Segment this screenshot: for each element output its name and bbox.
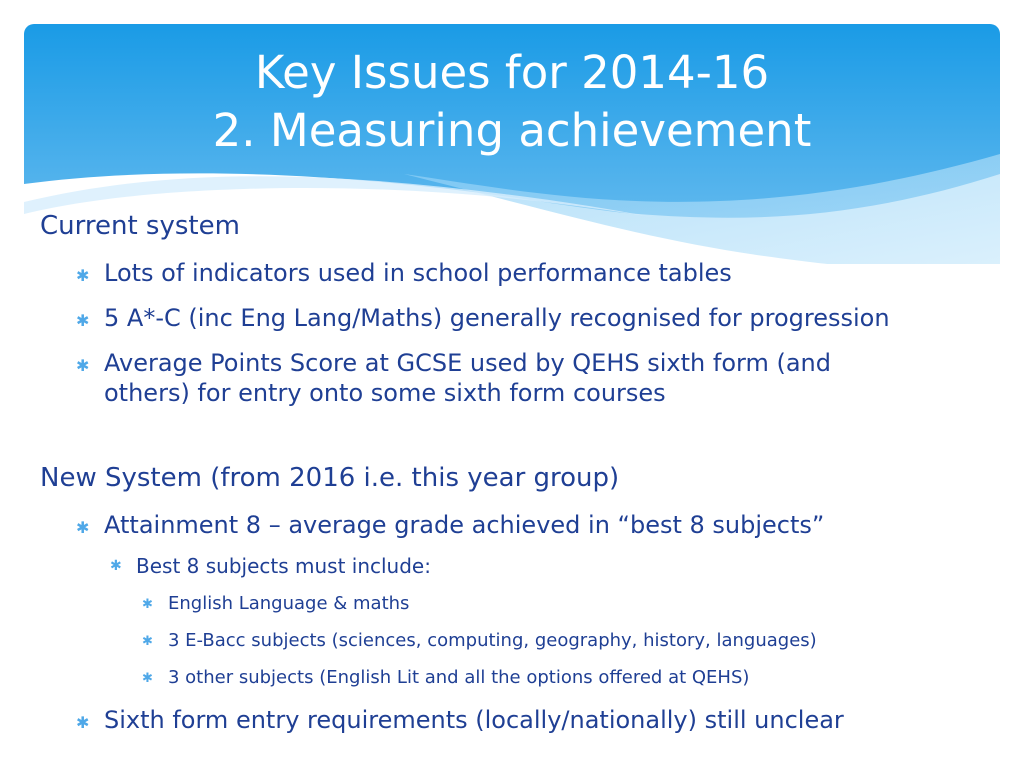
list-item: Average Points Score at GCSE used by QEHS sixth form (and others) for entry onto some sixth form courses bbox=[104, 349, 831, 407]
list-item: Lots of indicators used in school performance tables bbox=[104, 259, 732, 287]
bullet-icon: ✱ bbox=[76, 713, 90, 732]
list-item-subject: 3 E-Bacc subjects (sciences, computing, geography, history, languages) bbox=[168, 630, 817, 651]
list-item-best8: Best 8 subjects must include: bbox=[136, 554, 431, 578]
bullet-icon: ✱ bbox=[76, 356, 90, 375]
title-line-2: 2. Measuring achievement bbox=[212, 104, 812, 157]
bullet-icon: ✱ bbox=[142, 671, 153, 686]
title-line-1: Key Issues for 2014-16 bbox=[254, 46, 770, 99]
bullet-icon: ✱ bbox=[76, 518, 90, 537]
bullet-icon: ✱ bbox=[76, 311, 90, 330]
section-heading-current: Current system bbox=[40, 211, 240, 241]
list-item-subject: English Language & maths bbox=[168, 593, 410, 614]
section-heading-new: New System (from 2016 i.e. this year group) bbox=[40, 463, 620, 493]
list-item-subject: 3 other subjects (English Lit and all the options offered at QEHS) bbox=[168, 667, 750, 688]
bullet-icon: ✱ bbox=[142, 597, 153, 612]
bullet-icon: ✱ bbox=[110, 558, 122, 574]
list-item: 5 A*-C (inc Eng Lang/Maths) generally recognised for progression bbox=[104, 304, 890, 332]
list-item-sixth-form: Sixth form entry requirements (locally/nationally) still unclear bbox=[104, 706, 844, 734]
bullet-icon: ✱ bbox=[76, 266, 90, 285]
list-item-attainment: Attainment 8 – average grade achieved in “best 8 subjects” bbox=[104, 511, 825, 539]
bullet-icon: ✱ bbox=[142, 634, 153, 649]
